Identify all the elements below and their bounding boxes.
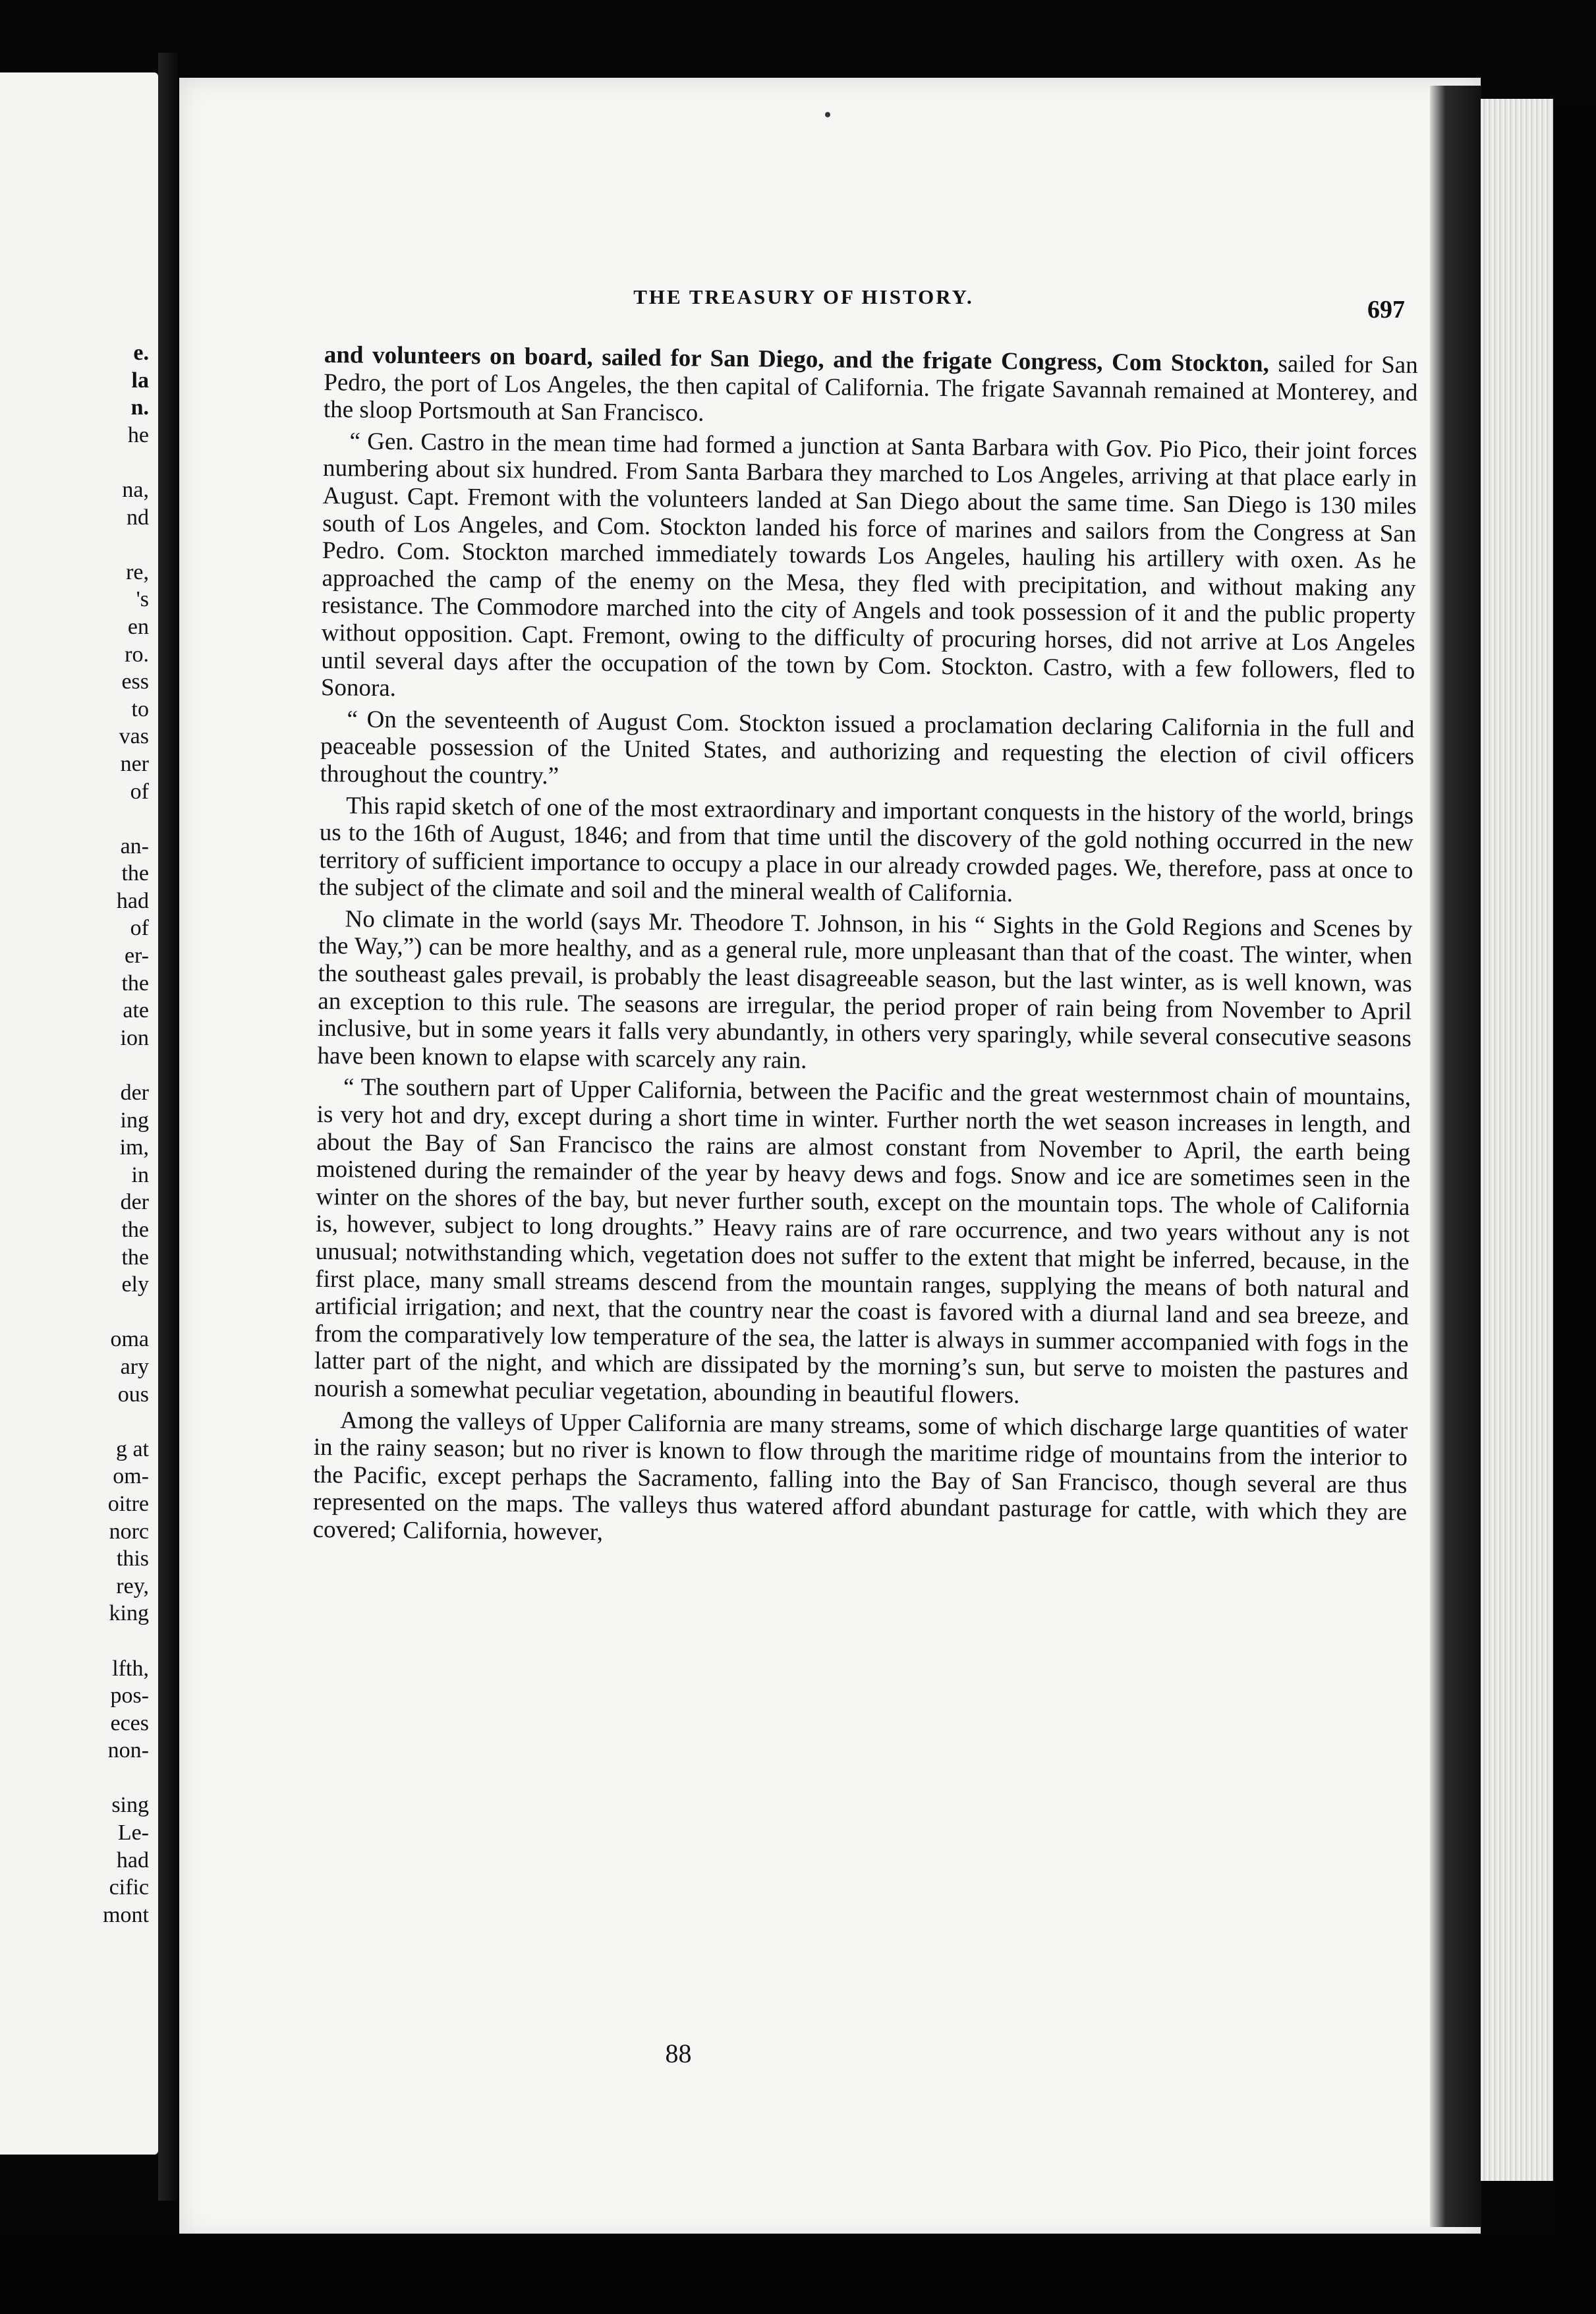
paper-speck: [825, 112, 830, 117]
left-page-fragment: n.: [130, 395, 149, 420]
left-page-fragment: ary: [120, 1354, 149, 1379]
left-page-fragment: ous: [117, 1382, 149, 1407]
left-fragment-gap: [103, 1627, 149, 1655]
left-page-fragment: im,: [119, 1135, 149, 1160]
left-page-fragment: rey,: [116, 1573, 149, 1598]
paragraph: This rapid sketch of one of the most extraordinary and important conquests in the history of the world, brings us to the 16th of August, 1846; and from that time until the discovery of the gold nothing occurred in the new territory of sufficient importance to occupy a place in our already crowded pages. We, therefore, pass at once to the subject of the climate and soil and the mineral wealth of California.: [318, 791, 1414, 908]
left-page-fragment: the: [121, 971, 149, 996]
left-page-fragment: he: [127, 422, 149, 447]
left-page-fragment: lfth,: [112, 1656, 149, 1681]
left-fragment-gap: [103, 1764, 149, 1792]
left-page-fragment: der: [120, 1190, 149, 1215]
page-number: 697: [1367, 296, 1405, 324]
left-page-fragment: had: [116, 888, 149, 913]
left-page-fragment: the: [121, 861, 149, 886]
left-page-fragment: 's: [136, 587, 149, 612]
left-page-fragment: nd: [127, 505, 149, 530]
left-page-fragment: der: [120, 1081, 149, 1106]
left-page-fragment: pos-: [110, 1683, 149, 1708]
left-page-fragment: ner: [120, 751, 149, 776]
left-page-fragment: ro.: [125, 642, 149, 667]
left-page-fragment: an-: [120, 833, 149, 859]
paragraph-bold-lead: and volunteers on board, sailed for San Diego, and the frigate Congress, Com Stockton,: [324, 341, 1278, 378]
left-page-fragment: king: [109, 1601, 149, 1626]
binding-gutter: [158, 53, 178, 2201]
left-page-fragment: ing: [120, 1108, 149, 1133]
left-page-fragment: oma: [110, 1327, 149, 1352]
left-page-fragment: ate: [123, 998, 149, 1023]
paragraph: “ On the seventeenth of August Com. Stockton issued a proclamation declaring California in the full and peaceable possession of the United States, and authorizing and requesting the election of civil officers throughout the country.”: [320, 706, 1415, 790]
left-page-fragment: mont: [103, 1902, 149, 1927]
left-page-fragment: en: [127, 614, 149, 639]
left-page-fragment: om-: [113, 1464, 149, 1489]
left-page-fragment: cific: [109, 1875, 149, 1900]
running-head: THE TREASURY OF HISTORY.: [633, 285, 974, 308]
left-fragment-gap: [103, 805, 149, 833]
left-page-fragment: of: [130, 916, 149, 941]
left-page-edge: [0, 72, 158, 2155]
left-page-fragment: to: [131, 696, 149, 721]
left-page-fragment: ess: [121, 669, 149, 694]
left-page-fragment: the: [121, 1218, 149, 1242]
left-page-fragment: g at: [115, 1436, 149, 1461]
paragraph-text: sailed for San Pedro, the port of Los Angeles, the then capital of California. The frigate Savannah remained at Monterey, and the sloop Portsmouth at San Francisco.: [323, 350, 1418, 427]
book-page: [179, 78, 1481, 2239]
paragraph: Among the valleys of Upper California are many streams, some of which discharge large quantities of water in the rainy season; but no river is known to flow through the maritime ridge of mountains from the interior to the Pacific, except perhaps the Sacramento, falling into the Bay of San Francisco, though several are thus represented on the maps. The valleys thus watered afford abundant pasturage for cattle, with which they are covered; California, however,: [312, 1406, 1408, 1546]
right-page-shadow: [1430, 86, 1481, 2227]
left-page-fragment: Le-: [117, 1820, 149, 1846]
left-page-fragment: had: [116, 1848, 149, 1873]
left-page-fragment: norc: [109, 1519, 149, 1544]
paragraph: [324, 341, 1418, 434]
paragraph: “ The southern part of Upper California, between the Pacific and the great westernmost chain of mountains, is very hot and dry, except during a short time in winter. Further north the wet season increases in length, and about the Bay of San Francisco the rains are almost constant from November to April, the earth being moistened during the remainder of the year by heavy dews and fogs. Snow and ice are sometimes seen in the winter on the shores of the bay, but never further south, except on the mountain tops. The whole of California is, however, subject to long droughts.” Heavy rains are of rare occurrence, and two years without any is not unusual; notwithstanding which, vegetation does not suffer to the extent that might be inferred, because, in the first place, many small streams descend from the mountain ranges, supplying the means of both natural and artificial irrigation; and next, that the country near the coast is favored with a diurnal land and sea breeze, and from the comparatively low temperature of the sea, the latter is always in summer accompanied with fogs in the latter part of the night, and which are dissipated by the morning’s sun, but serve to moisten the pastures and nourish a somewhat peculiar vegetation, abounding in beautiful flowers.: [314, 1073, 1411, 1409]
left-fragment-gap: [103, 1299, 149, 1326]
left-page-fragment: e.: [133, 341, 149, 365]
left-page-fragment: ion: [120, 1025, 149, 1050]
left-page-fragment: re,: [126, 559, 149, 584]
left-page-text-fragments: [103, 339, 149, 1929]
left-page-fragment: er-: [124, 944, 149, 969]
left-page-fragment: vas: [119, 724, 149, 749]
book-cover-edge: [1553, 105, 1596, 2280]
left-page-fragment: oitre: [107, 1491, 149, 1516]
left-page-fragment: sing: [111, 1793, 149, 1818]
left-page-fragment: the: [121, 1245, 149, 1270]
left-fragment-gap: [103, 449, 149, 476]
left-page-fragment: na,: [122, 477, 149, 502]
left-page-fragment: in: [131, 1162, 149, 1187]
left-fragment-gap: [103, 1408, 149, 1436]
left-page-fragment: eces: [110, 1710, 149, 1736]
left-page-fragment: ely: [121, 1272, 149, 1297]
signature-mark: 88: [665, 2039, 692, 2068]
left-page-fragment: of: [130, 779, 149, 804]
stacked-page-edges: [1481, 99, 1553, 2181]
left-page-fragment: la: [131, 368, 149, 393]
paragraph: “ Gen. Castro in the mean time had formed a junction at Santa Barbara with Gov. Pio Pico, their joint forces numbering about six hundred. From Santa Barbara they marched to Los Angeles, arriving at that place early in August. Capt. Fremont with the volunteers landed at San Diego about the same time. San Diego is 130 miles south of Los Angeles, and Com. Stockton landed his force of marines and sailors from the Congress at San Pedro. Com. Stockton marched immediately towards Los Angeles, hauling his artillery with oxen. As he approached the camp of the enemy on the Mesa, they fled with precipitation, and without making any resistance. The Commodore marched into the city of Angels and took possession of it and the public property without opposition. Capt. Fremont, owing to the difficulty of procuring horses, did not arrive at Los Angeles until several days after the occupation of the town by Com. Stockton. Castro, with a few followers, fled to Sonora.: [320, 428, 1417, 702]
left-page-fragment: non-: [107, 1738, 149, 1763]
scan-background: [0, 2234, 1596, 2314]
left-page-fragment: this: [116, 1546, 149, 1571]
left-fragment-gap: [103, 531, 149, 559]
body-text: [312, 341, 1417, 1554]
paragraph: No climate in the world (says Mr. Theodore T. Johnson, in his “ Sights in the Gold Regions and Scenes by the Way,”) can be more healthy, and as a general rule, more unpleasant than that of the coast. The winter, when the southeast gales prevail, is probably the least disagreeable season, but the last winter, as is well known, was an exception to this rule. The seasons are irregular, the period proper of rain being from November to April inclusive, but in some years it falls very abundantly, in others very sparingly, while several consecutive seasons have been known to elapse with scarcely any rain.: [317, 905, 1413, 1074]
left-fragment-gap: [103, 1052, 149, 1079]
